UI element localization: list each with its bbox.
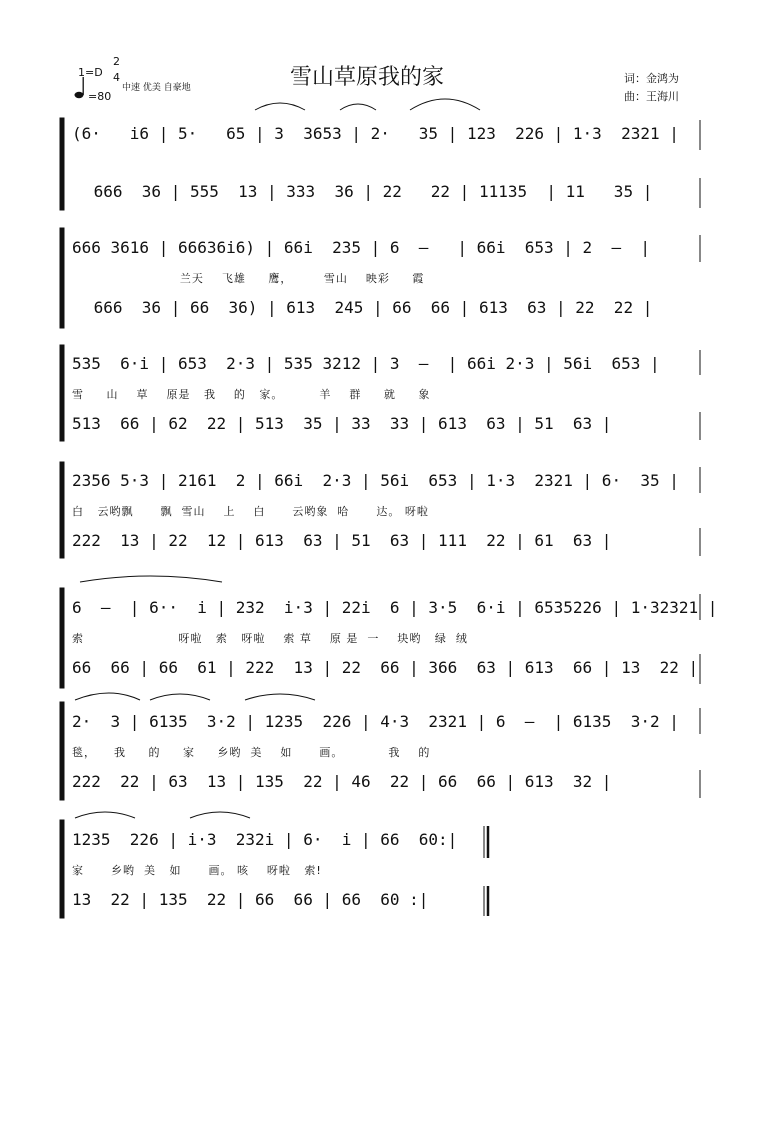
composer-credit: 曲：王海川 (624, 90, 679, 103)
system-bracket (60, 228, 64, 328)
system-1-melody: (6· i6 | 5· 65 | 3 3653 | 2· 35 | 123 226 | 1·3 2321 | (72, 124, 679, 143)
system-3-lyrics: 雪 山 草 原是 我 的 家。 羊 群 就 象 (72, 388, 431, 401)
system-4-melody: 2356 5·3 | 2161 2 | 66i 2·3 | 56i 653 | 1·3 2321 | 6· 35 | (72, 471, 679, 490)
system-5-melody: 6 – | 6·· i | 232 i·3 | 22i 6 | 3·5 6·i | 6535226 | 1·32321 | (72, 598, 718, 617)
system-bracket (60, 462, 64, 558)
system-bracket (60, 118, 64, 210)
system-bracket (60, 588, 64, 688)
time-signature-bottom: 4 (113, 71, 120, 84)
system-2-lyrics: 兰天 飞雄 鹰， 雪山 映彩 霞 (72, 272, 425, 285)
system-7-melody: 1235 226 | i·3 232i | 6· i | 66 60:| (72, 830, 458, 849)
system-2-melody: 666 3616 | 66636i6) | 66i 235 | 6 – | 66i 653 | 2 – | (72, 238, 650, 257)
system-3-melody: 535 6·i | 653 2·3 | 535 3212 | 3 – | 66i 2·3 | 56i 653 | (72, 354, 660, 373)
system-7-lyrics: 家 乡哟 美 如 画。 咳 呀啦 索! (72, 864, 322, 877)
system-bracket (60, 820, 64, 918)
tempo-marking: 中速 优美 自豪地 (122, 83, 191, 93)
system-4-harmony: 222 13 | 22 12 | 613 63 | 51 63 | 111 22 | 61 63 | (72, 531, 612, 550)
key-signature: 1=D (78, 66, 103, 79)
time-signature-top: 2 (113, 55, 120, 68)
system-bracket (60, 702, 64, 800)
system-6-melody: 2· 3 | 6135 3·2 | 1235 226 | 4·3 2321 | 6 – | 6135 3·2 | (72, 712, 679, 731)
system-6-lyrics: 毯， 我 的 家 乡哟 美 如 画。 我 的 (72, 746, 431, 759)
system-1-harmony: 666 36 | 555 13 | 333 36 | 22 22 | 11135 | 11 35 | (84, 182, 653, 201)
system-5-harmony: 66 66 | 66 61 | 222 13 | 22 66 | 366 63 | 613 66 | 13 22 | (72, 658, 699, 677)
system-2-harmony: 666 36 | 66 36) | 613 245 | 66 66 | 613 63 | 22 22 | (84, 298, 653, 317)
metronome-marking: =80 (88, 90, 112, 103)
system-3-harmony: 513 66 | 62 22 | 513 35 | 33 33 | 613 63 | 51 63 | (72, 414, 612, 433)
system-6-harmony: 222 22 | 63 13 | 135 22 | 46 22 | 66 66 | 613 32 | (72, 772, 612, 791)
system-5-lyrics: 索 呀啦 索 呀啦 索 草 原 是 一 块哟 绿 绒 (72, 632, 468, 645)
system-bracket (60, 345, 64, 441)
lyricist-credit: 词：金鸿为 (624, 72, 679, 85)
system-4-lyrics: 白 云哟飘 飘 雪山 上 白 云哟象 哈 达。 呀啦 (72, 505, 429, 518)
system-7-harmony: 13 22 | 135 22 | 66 66 | 66 60 :| (72, 890, 429, 909)
song-title: 雪山草原我的家 (290, 65, 445, 90)
